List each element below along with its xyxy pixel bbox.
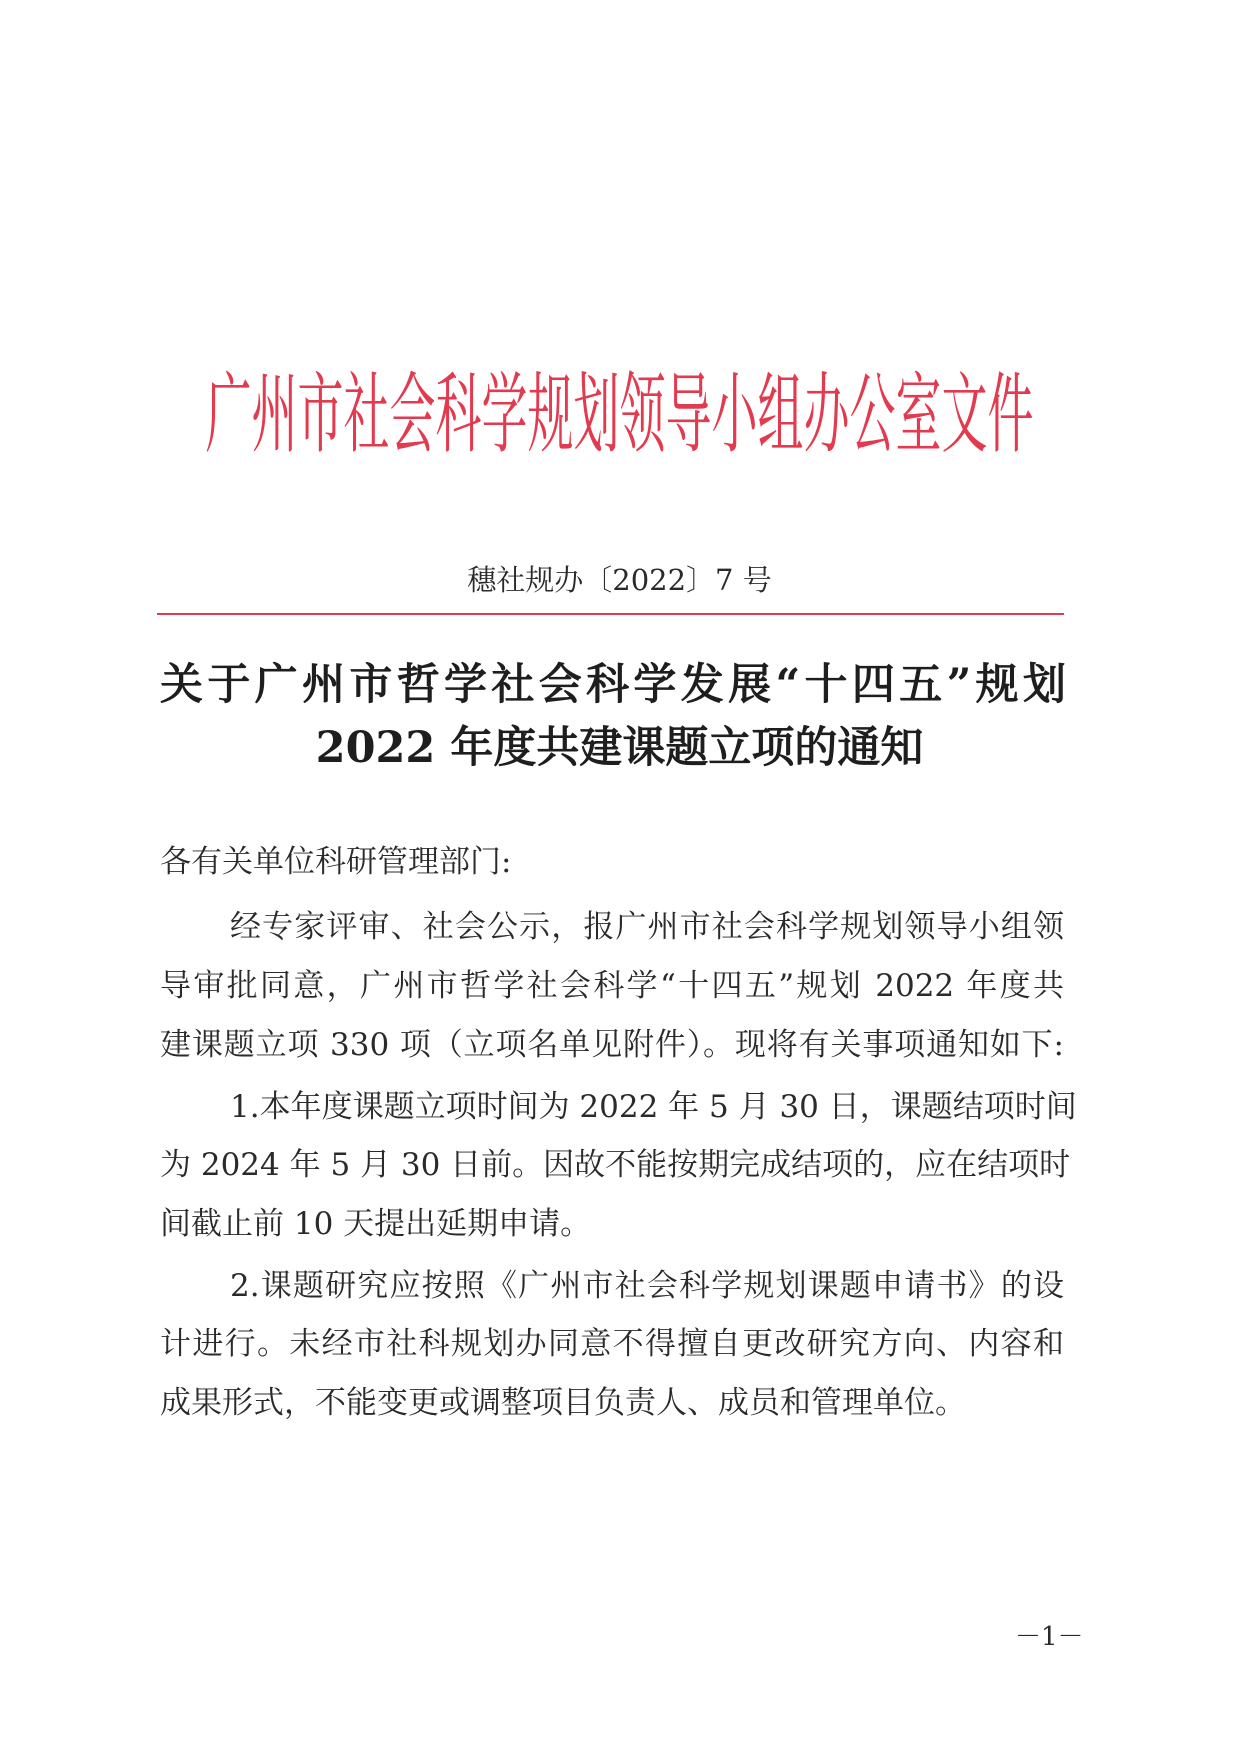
issuing-office-title: 广州市社会科学规划领导小组办公室文件 — [205, 362, 1034, 466]
notice-title-line-1: 关于广州市哲学社会科学发展“十四五”规划 — [160, 660, 1066, 710]
notice-title-line-2: 2022 年度共建课题立项的通知 — [315, 723, 924, 773]
paragraph-line: 成果形式，不能变更或调整项目负责人、成员和管理单位。 — [160, 1385, 966, 1421]
salutation: 各有关单位科研管理部门: — [160, 844, 512, 880]
paragraph-line: 经专家评审、社会公示，报广州市社会科学规划领导小组领 — [230, 909, 1064, 945]
paragraph-line: 间截止前 10 天提出延期申请。 — [160, 1206, 592, 1242]
document-number: 穗社规办〔2022〕7 号 — [467, 563, 772, 597]
paragraph-line: 计进行。未经市社科规划办同意不得擅自更改研究方向、内容和 — [160, 1326, 1064, 1362]
paragraph-line: 建课题立项 330 项（立项名单见附件）。现将有关事项通知如下: — [160, 1027, 1064, 1063]
page-number: －1－ — [1015, 1622, 1084, 1652]
red-separator-line — [157, 613, 1064, 615]
paragraph-line: 1.本年度课题立项时间为 2022 年 5 月 30 日，课题结项时间 — [230, 1089, 1077, 1125]
paragraph-line: 2.课题研究应按照《广州市社会科学规划课题申请书》的设 — [230, 1268, 1064, 1304]
issuing-office-header — [0, 362, 1239, 466]
paragraph-line: 导审批同意，广州市哲学社会科学“十四五”规划 2022 年度共 — [160, 968, 1064, 1004]
paragraph-line: 为 2024 年 5 月 30 日前。因故不能按期完成结项的，应在结项时 — [160, 1147, 1071, 1183]
